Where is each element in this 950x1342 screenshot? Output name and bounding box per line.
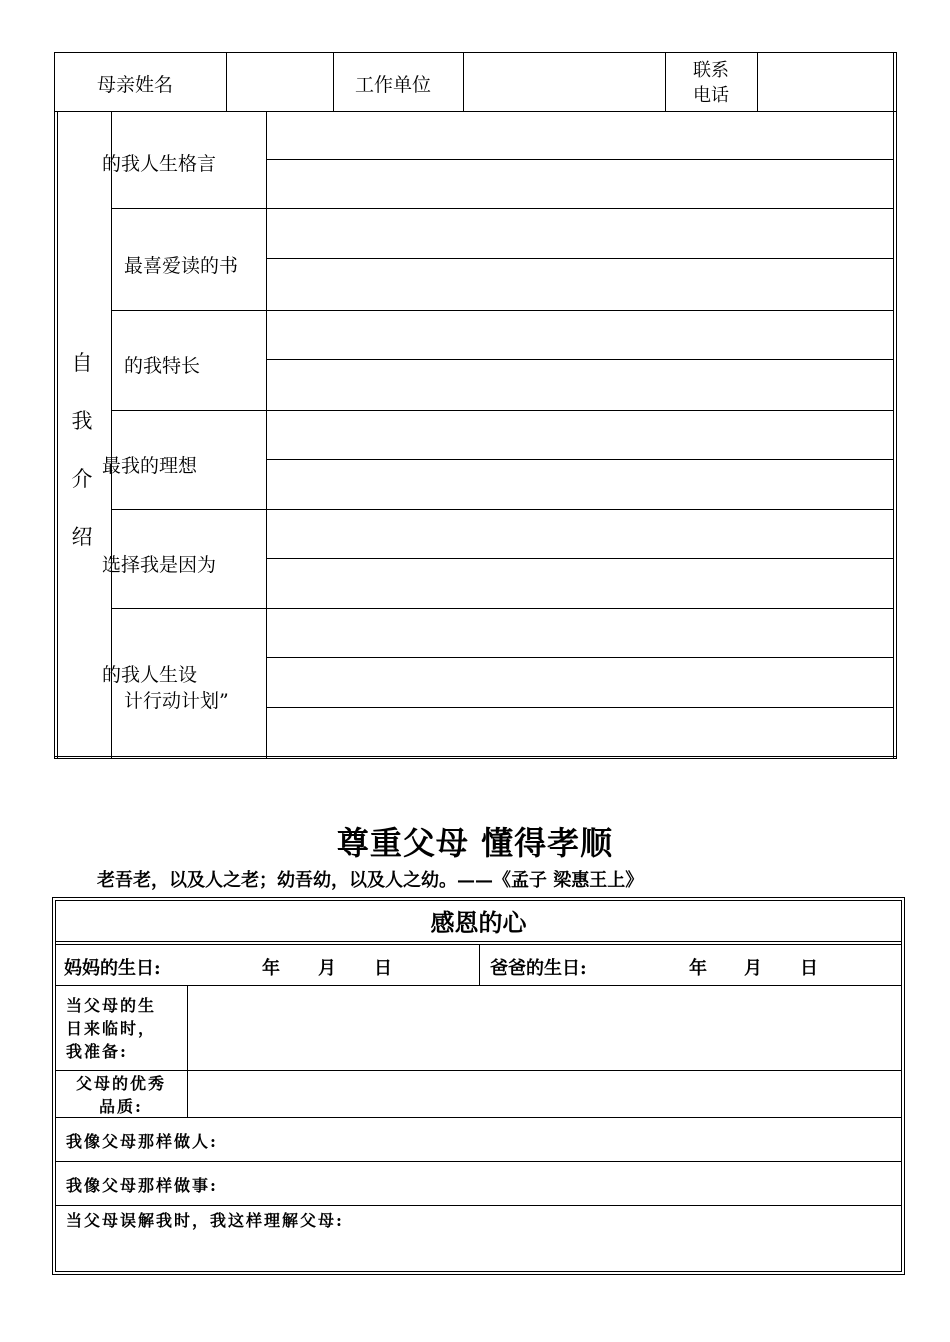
mom-year-label: 年 xyxy=(262,958,280,979)
contact-phone-label-line2: 电话 xyxy=(693,85,729,106)
parents-qualities-label xyxy=(66,1072,176,1118)
mom-birthday-field[interactable] xyxy=(182,945,257,984)
dad-day-label: 日 xyxy=(800,958,818,979)
dad-month-label: 月 xyxy=(744,958,762,979)
life-plan-answer[interactable] xyxy=(267,609,893,756)
parents-qualities-answer[interactable] xyxy=(188,1071,900,1116)
dad-birthday-field[interactable] xyxy=(608,945,683,984)
favorite-book-answer[interactable] xyxy=(267,209,893,310)
misunderstood-answer[interactable] xyxy=(57,1230,900,1270)
ideal-answer[interactable] xyxy=(267,411,893,509)
favorite-book-label: 最喜爱读的书 xyxy=(124,255,239,277)
choice-reason-label: 选择我是因为 xyxy=(102,554,217,576)
gratitude-table xyxy=(52,897,905,1275)
section-title-char: 我 xyxy=(71,409,93,433)
gratitude-heart-title: 感恩的心 xyxy=(430,908,527,937)
birthday-prep-label-line: 日来临时， xyxy=(66,1019,157,1038)
contact-phone-label xyxy=(670,58,752,108)
mom-birthday-label: 妈妈的生日: xyxy=(64,958,161,979)
mother-name-field[interactable] xyxy=(227,53,332,110)
motto-answer[interactable] xyxy=(267,112,893,208)
like-parents-things-label: 我像父母那样做事: xyxy=(66,1176,218,1195)
like-parents-person-answer[interactable] xyxy=(252,1118,900,1160)
like-parents-person-label: 我像父母那样做人: xyxy=(66,1132,218,1151)
life-plan-label-line2: 计行动计划” xyxy=(124,690,229,712)
like-parents-things-answer[interactable] xyxy=(252,1162,900,1204)
section-title-char: 介 xyxy=(71,467,93,491)
birthday-prep-label-line: 我准备: xyxy=(66,1042,128,1061)
mother-name-label: 母亲姓名 xyxy=(97,74,174,96)
birthday-prep-answer[interactable] xyxy=(188,986,900,1069)
section-title-char: 自 xyxy=(71,351,93,375)
choice-reason-answer[interactable] xyxy=(267,510,893,608)
specialty-answer[interactable] xyxy=(267,311,893,410)
life-plan-label-line1: 的我人生设 xyxy=(102,664,198,686)
specialty-label: 的我特长 xyxy=(124,355,201,377)
mom-month-label: 月 xyxy=(318,958,336,979)
motto-label: 的我人生格言 xyxy=(102,153,217,175)
birthday-prep-label-line: 当父母的生 xyxy=(66,996,157,1015)
contact-phone-field[interactable] xyxy=(758,53,892,110)
parents-qualities-label-line: 父母的优秀 xyxy=(75,1074,166,1093)
ideal-label: 最我的理想 xyxy=(102,455,198,477)
section-title-char: 绍 xyxy=(71,525,93,549)
respect-parents-title: 尊重父母 懂得孝顺 xyxy=(336,824,614,862)
misunderstood-label: 当父母误解我时，我这样理解父母: xyxy=(66,1211,344,1230)
self-intro-section-title xyxy=(67,334,97,566)
work-unit-label: 工作单位 xyxy=(355,74,432,96)
contact-phone-label-line1: 联系 xyxy=(693,60,729,81)
birthday-prep-label xyxy=(66,994,156,1063)
work-unit-field[interactable] xyxy=(464,53,664,110)
dad-birthday-label: 爸爸的生日: xyxy=(490,958,587,979)
mencius-quote: 老吾老，以及人之老；幼吾幼，以及人之幼。——《孟子 梁惠王上》 xyxy=(97,870,644,891)
parents-qualities-label-line: 品质: xyxy=(99,1097,143,1116)
dad-year-label: 年 xyxy=(689,958,707,979)
mom-day-label: 日 xyxy=(374,958,392,979)
